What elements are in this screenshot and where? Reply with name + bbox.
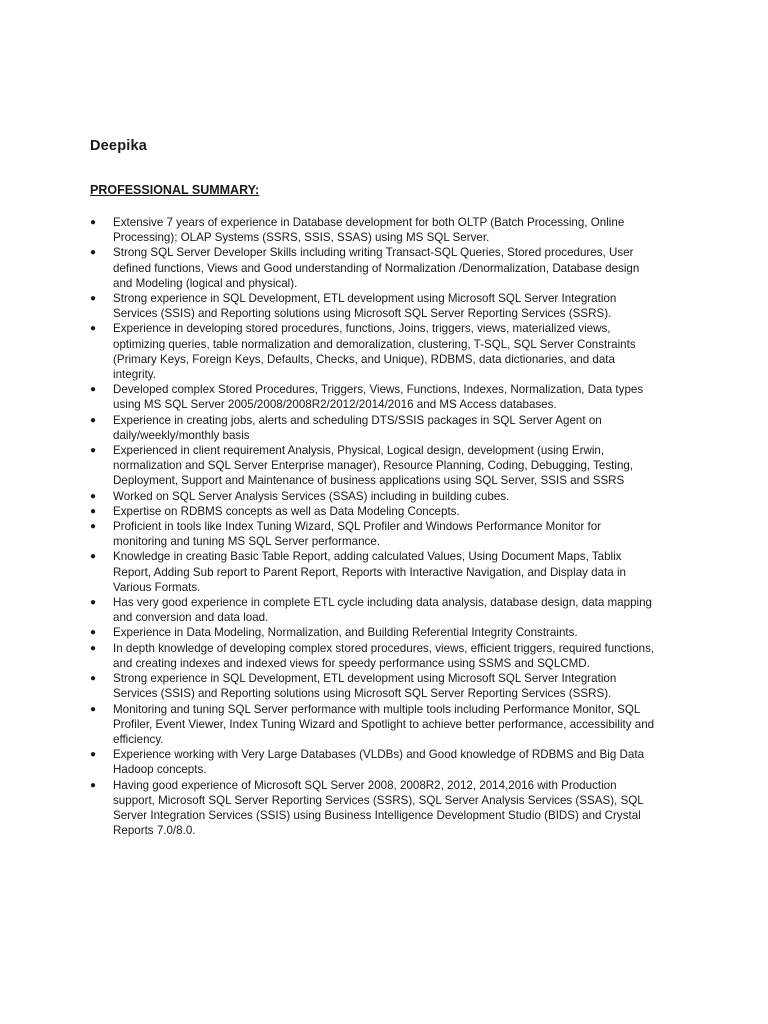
summary-item — [90, 215, 658, 245]
section-heading-professional-summary: PROFESSIONAL SUMMARY: — [90, 183, 260, 197]
bullet-icon: ● — [90, 779, 97, 791]
summary-item — [90, 504, 658, 519]
bullet-icon: ● — [90, 521, 97, 533]
bullet-icon: ● — [90, 749, 97, 761]
summary-item — [90, 382, 658, 412]
summary-item — [90, 489, 658, 504]
bullet-icon: ● — [90, 293, 97, 305]
summary-item — [90, 549, 658, 595]
bullet-icon: ● — [90, 217, 97, 228]
summary-item-text: Worked on SQL Server Analysis Services (SSAS) including in building cubes. — [113, 489, 510, 503]
summary-item-text: Extensive 7 years of experience in Database development for both OLTP (Batch Processing, Online Processing); OLAP Systems (SSRS, SSIS, SSAS) using MS SQL Server. — [113, 216, 625, 245]
summary-item-text: Experienced in client requirement Analysis, Physical, Logical design, development (using Erwin, normalization and SQL Server Enterprise manager), Resource Planning, Coding, Debugging, Testing, Deployment, Support and Maintenance of business applications using SQL Server, SSIS and SSRS — [113, 444, 634, 488]
bullet-icon: ● — [90, 673, 97, 685]
summary-item — [90, 321, 658, 382]
summary-item — [90, 245, 658, 291]
summary-item-text: Monitoring and tuning SQL Server performance with multiple tools including Performance Monitor, SQL Profiler, Event Viewer, Index Tuning Wizard and Spotlight to achieve better performance, accessibility and efficiency. — [113, 702, 655, 746]
candidate-name: Deepika — [90, 138, 148, 154]
summary-item — [90, 443, 658, 489]
bullet-icon: ● — [90, 703, 97, 715]
bullet-icon: ● — [90, 323, 97, 335]
summary-item — [90, 747, 658, 777]
bullet-icon: ● — [90, 445, 97, 457]
summary-item-text: Strong experience in SQL Development, ETL development using Microsoft SQL Server Integration Services (SSIS) and Reporting solutions using Microsoft SQL Server Reporting Services (SSRS). — [113, 292, 617, 321]
summary-item-text: Strong experience in SQL Development, ETL development using Microsoft SQL Server Integration Services (SSIS) and Reporting solutions using Microsoft SQL Server Reporting Services (SSRS). — [113, 672, 617, 701]
summary-item-text: Proficient in tools like Index Tuning Wizard, SQL Profiler and Windows Performance Monitor for monitoring and tuning MS SQL Server performance. — [113, 520, 602, 549]
summary-item — [90, 641, 658, 671]
summary-item-text: Experience in creating jobs, alerts and scheduling DTS/SSIS packages in SQL Server Agent on daily/weekly/monthly basis — [113, 413, 602, 442]
bullet-icon: ● — [90, 247, 97, 259]
bullet-icon: ● — [90, 627, 97, 639]
summary-item — [90, 519, 658, 549]
summary-item — [90, 625, 658, 640]
summary-item-text: Knowledge in creating Basic Table Report, adding calculated Values, Using Document Maps, Tablix Report, Adding Sub report to Parent Report, Reports with Interactive Navigation, and Display data in Various Formats. — [113, 550, 626, 594]
summary-item-text: Expertise on RDBMS concepts as well as Data Modeling Concepts. — [113, 504, 460, 518]
bullet-icon: ● — [90, 490, 97, 502]
summary-item — [90, 778, 658, 839]
bullet-icon: ● — [90, 414, 97, 426]
summary-item-text: Experience working with Very Large Databases (VLDBs) and Good knowledge of RDBMS and Big Data Hadoop concepts. — [113, 748, 645, 777]
summary-item — [90, 702, 658, 748]
bullet-icon: ● — [90, 597, 97, 609]
summary-item-text: Strong SQL Server Developer Skills including writing Transact-SQL Queries, Stored procedures, User defined functions, Views and Good understanding of Normalization /Denormalization, Database design and Modeling (logical and physical). — [113, 246, 640, 290]
summary-item-text: Experience in Data Modeling, Normalization, and Building Referential Integrity Constraints. — [113, 626, 578, 640]
summary-item — [90, 291, 658, 321]
summary-item — [90, 595, 658, 625]
bullet-icon: ● — [90, 642, 97, 654]
professional-summary-list — [90, 215, 658, 838]
summary-item — [90, 413, 658, 443]
summary-item-text: Having good experience of Microsoft SQL Server 2008, 2008R2, 2012, 2014,2016 with Production support, Microsoft SQL Server Reporting Services (SSRS), SQL Server Analysis Services (SSAS), SQL Server Integration Services (SSIS) using Business Intelligence Development Studio (BIDS) and Crystal Reports 7.0/8.0. — [113, 778, 644, 838]
bullet-icon: ● — [90, 505, 97, 517]
summary-item-text: Developed complex Stored Procedures, Triggers, Views, Functions, Indexes, Normalization, Data types using MS SQL Server 2005/2008/2008R2/2012/2014/2016 and MS Access databases. — [113, 383, 644, 412]
bullet-icon: ● — [90, 551, 97, 563]
summary-item-text: Experience in developing stored procedures, functions, Joins, triggers, views, materialized views, optimizing queries, table normalization and demoralization, clustering, T-SQL, SQL Server Constraints (Primary Keys, Foreign Keys, Defaults, Checks, and Unique), RDBMS, data dictionaries, and data integrity. — [113, 322, 636, 382]
summary-item-text: In depth knowledge of developing complex stored procedures, views, efficient triggers, required functions, and creating indexes and indexed views for speedy performance using SSMS and SQLCMD. — [113, 641, 655, 670]
summary-item-text: Has very good experience in complete ETL cycle including data analysis, database design, data mapping and conversion and data load. — [113, 596, 653, 625]
summary-item — [90, 671, 658, 701]
bullet-icon: ● — [90, 384, 97, 396]
